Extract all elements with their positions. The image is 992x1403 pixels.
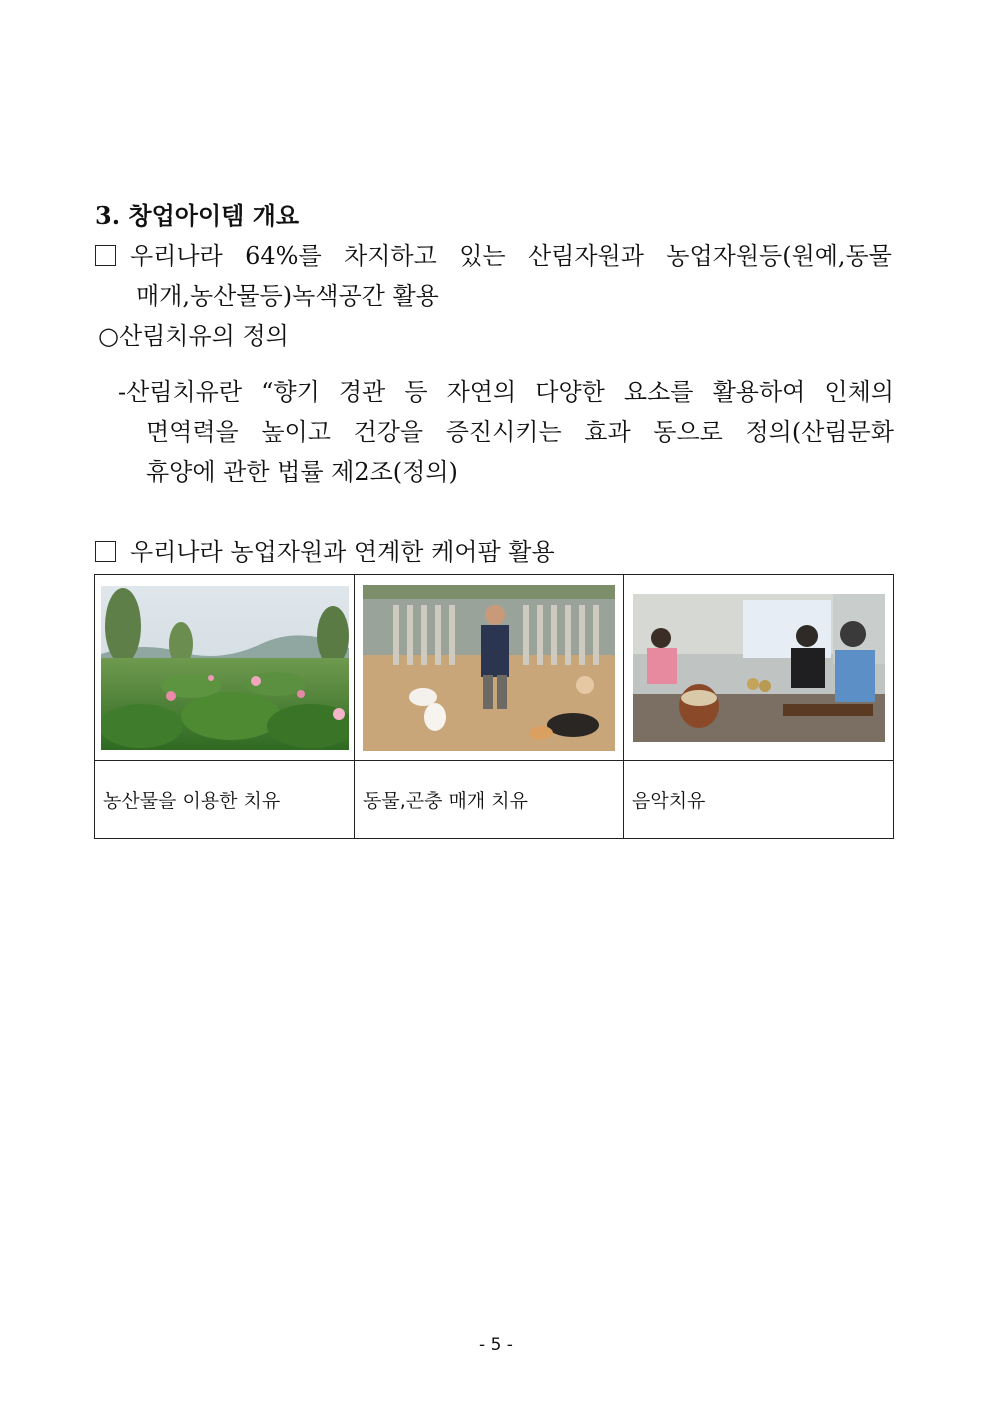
caption-agriculture: 농산물을 이용한 치유 (95, 761, 355, 839)
word: 농업자원등(원예,동물 (666, 242, 892, 270)
photo-table (94, 574, 894, 839)
word: 높이고 (261, 418, 331, 446)
word: 효과 (584, 418, 631, 446)
item2-text: 우리나라 농업자원과 연계한 케어팜 활용 (130, 538, 555, 566)
word: 경관 (338, 378, 386, 406)
caption-animal-insect: 동물,곤충 매개 치유 (355, 761, 624, 839)
word: 면역력을 (146, 418, 239, 446)
word: 다양한 (535, 378, 605, 406)
photo-cell (355, 575, 624, 761)
photo-row (95, 575, 894, 761)
word: 산림자원과 (527, 242, 644, 270)
photo-cell (95, 575, 355, 761)
item2-line (95, 532, 555, 567)
dogs-therapy-photo (363, 585, 615, 751)
caption-music: 음악치유 (624, 761, 894, 839)
caption-row (95, 761, 894, 839)
page-number: - 5 - (479, 1335, 513, 1355)
photo-cell (624, 575, 894, 761)
word: 증진시키는 (445, 418, 562, 446)
word: -산림치유란 (118, 378, 243, 406)
checkbox-bullet-icon (95, 541, 116, 562)
word: 정의(산림문화 (745, 418, 894, 446)
music-therapy-photo (633, 594, 885, 742)
word: 64%를 (245, 242, 322, 270)
item1-line1 (95, 236, 892, 271)
definition-line2 (146, 412, 894, 447)
word: 건강을 (353, 418, 424, 446)
word: 요소를 (623, 378, 694, 406)
definition-line1 (118, 372, 894, 407)
word: 등 (404, 378, 428, 406)
section-heading: 3. 창업아이템 개요 (95, 201, 300, 230)
lotus-field-photo (101, 586, 349, 750)
word: “향기 (261, 378, 320, 406)
word: 동으로 (653, 418, 723, 446)
word: 인체의 (824, 378, 894, 406)
item1-line2: 매개,농산물등)녹색공간 활용 (136, 282, 439, 310)
word: 있는 (459, 242, 506, 270)
word: 활용하여 (712, 378, 806, 406)
definition-line3: 휴양에 관한 법률 제2조(정의) (146, 458, 458, 486)
word: 차지하고 (344, 242, 437, 270)
sub-heading: ○산림치유의 정의 (98, 322, 289, 350)
word: 자연의 (446, 378, 517, 406)
checkbox-bullet-icon: 우리나라 (95, 236, 223, 271)
